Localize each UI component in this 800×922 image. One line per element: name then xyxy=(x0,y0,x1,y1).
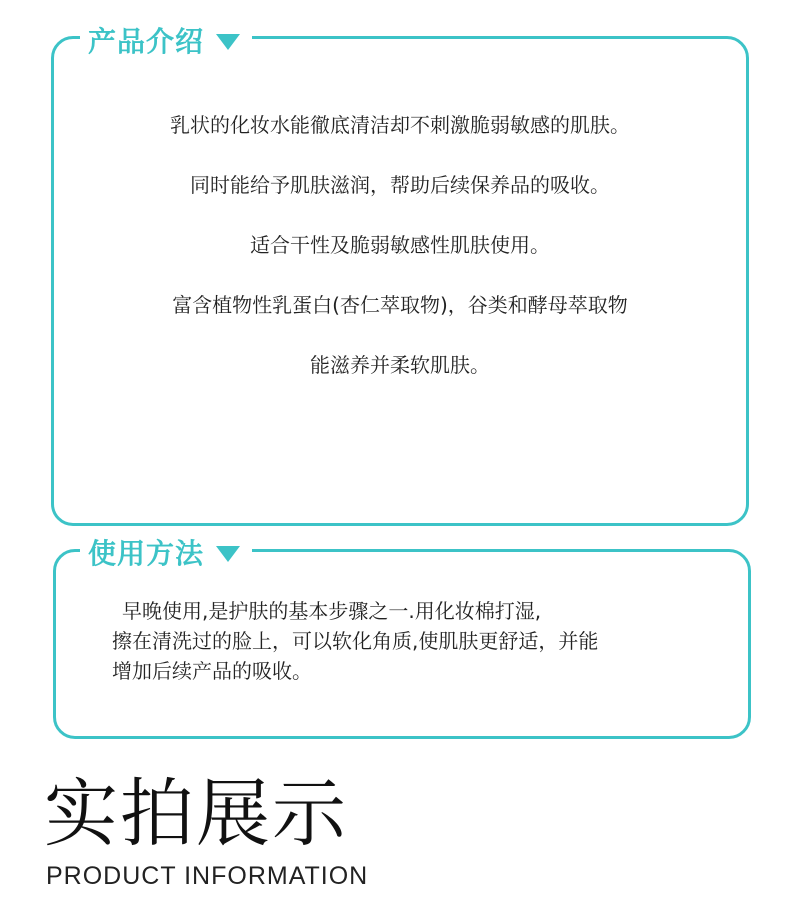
intro-line: 同时能给予肌肤滋润，帮助后续保养品的吸收。 xyxy=(190,173,610,197)
usage-title: 使用方法 xyxy=(88,537,205,570)
usage-text xyxy=(112,596,732,686)
gallery-title: 实拍展示 xyxy=(44,771,348,857)
usage-header xyxy=(80,532,252,572)
gallery-subtitle: PRODUCT INFORMATION xyxy=(46,862,369,890)
triangle-down-icon xyxy=(216,546,240,562)
intro-line: 富含植物性乳蛋白(杏仁萃取物)，谷类和酵母萃取物 xyxy=(172,293,628,317)
intro-line: 能滋养并柔软肌肤。 xyxy=(310,353,490,377)
usage-line: 增加后续产品的吸收。 xyxy=(112,659,312,683)
usage-line: 早晚使用,是护肤的基本步骤之一.用化妆棉打湿, xyxy=(122,599,542,623)
usage-line: 擦在清洗过的脸上，可以软化角质,使肌肤更舒适，并能 xyxy=(112,629,599,653)
product-intro-text xyxy=(60,110,740,410)
triangle-down-icon xyxy=(216,34,240,50)
product-intro-header xyxy=(80,20,252,60)
intro-line: 乳状的化妆水能徹底清洁却不刺激脆弱敏感的肌肤。 xyxy=(170,113,630,137)
intro-line: 适合干性及脆弱敏感性肌肤使用。 xyxy=(250,233,550,257)
product-intro-title: 产品介绍 xyxy=(88,25,205,58)
